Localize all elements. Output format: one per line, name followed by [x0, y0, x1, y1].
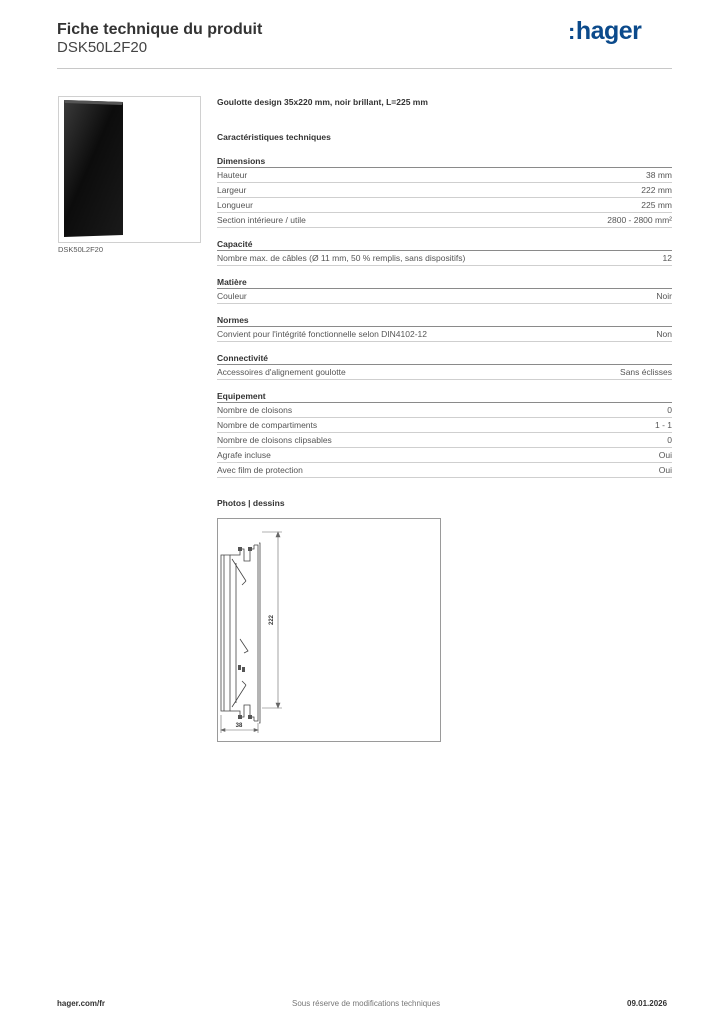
spec-label: Convient pour l'intégrité fonctionnelle selon DIN4102-12 — [217, 329, 428, 339]
spec-group-title: Dimensions — [217, 155, 672, 168]
spec-group — [217, 314, 672, 342]
photo-caption: DSK50L2F20 — [58, 245, 104, 254]
footer-date: 09.01.2026 — [627, 999, 668, 1008]
page-title: Fiche technique du produit — [57, 21, 263, 38]
spec-row — [217, 403, 672, 418]
logo-mark-icon: : — [568, 19, 575, 44]
spec-row — [217, 327, 672, 342]
spec-label: Longueur — [217, 200, 253, 210]
product-image — [59, 97, 200, 242]
spec-label: Nombre max. de câbles (Ø 11 mm, 50 % remplis, sans dispositifs) — [217, 253, 466, 263]
spec-row — [217, 433, 672, 448]
footer-website[interactable]: hager.com/fr — [57, 999, 106, 1008]
spec-row — [217, 251, 672, 266]
spec-value: 225 mm — [641, 200, 672, 210]
hager-logo — [568, 17, 641, 46]
spec-group — [217, 238, 672, 266]
spec-row — [217, 365, 672, 380]
spec-label: Hauteur — [217, 170, 248, 180]
spec-row — [217, 448, 672, 463]
spec-value: Oui — [658, 450, 672, 460]
spec-row — [217, 463, 672, 478]
spec-group — [217, 155, 672, 228]
spec-value: 12 — [662, 253, 672, 263]
product-photo — [58, 96, 201, 243]
spec-label: Accessoires d'alignement goulotte — [217, 367, 346, 377]
spec-group-title: Normes — [217, 314, 672, 327]
dimension-height-label: 222 — [269, 614, 275, 626]
header-divider — [57, 68, 672, 69]
spec-row — [217, 183, 672, 198]
profile-drawing — [218, 519, 440, 741]
spec-group-title: Matière — [217, 276, 672, 289]
spec-heading: Caractéristiques techniques — [217, 132, 331, 142]
spec-group — [217, 390, 672, 478]
spec-group — [217, 352, 672, 380]
spec-label: Couleur — [217, 291, 247, 301]
spec-group-title: Connectivité — [217, 352, 672, 365]
spec-section — [217, 96, 672, 742]
spec-label: Avec film de protection — [217, 465, 303, 475]
spec-value: 222 mm — [641, 185, 672, 195]
spec-label: Section intérieure / utile — [217, 215, 306, 225]
dimension-width-label: 38 — [235, 723, 243, 729]
logo-text: hager — [575, 17, 642, 45]
photos-title: Photos | dessins — [217, 498, 285, 508]
spec-group-title: Capacité — [217, 238, 672, 251]
spec-value: Oui — [658, 465, 672, 475]
spec-value: 38 mm — [646, 170, 672, 180]
product-description: Goulotte design 35x220 mm, noir brillant, L=225 mm — [217, 97, 428, 107]
spec-row — [217, 418, 672, 433]
technical-drawing — [217, 518, 441, 742]
spec-value: 2800 - 2800 mm² — [607, 215, 672, 225]
spec-label: Nombre de compartiments — [217, 420, 318, 430]
spec-value: Sans éclisses — [620, 367, 672, 377]
product-reference: DSK50L2F20 — [57, 39, 148, 56]
spec-label: Largeur — [217, 185, 247, 195]
spec-label: Nombre de cloisons — [217, 405, 293, 415]
spec-value: 0 — [667, 435, 672, 445]
spec-row — [217, 168, 672, 183]
spec-group-title: Equipement — [217, 390, 672, 403]
spec-value: 0 — [667, 405, 672, 415]
footer-note: Sous réserve de modifications techniques — [292, 999, 441, 1008]
spec-row — [217, 289, 672, 304]
spec-value: 1 - 1 — [654, 420, 672, 430]
spec-row — [217, 213, 672, 228]
spec-value: Noir — [656, 291, 672, 301]
spec-row — [217, 198, 672, 213]
spec-groups — [217, 155, 672, 478]
spec-group — [217, 276, 672, 304]
spec-label: Agrafe incluse — [217, 450, 271, 460]
spec-value: Non — [656, 329, 672, 339]
spec-label: Nombre de cloisons clipsables — [217, 435, 332, 445]
